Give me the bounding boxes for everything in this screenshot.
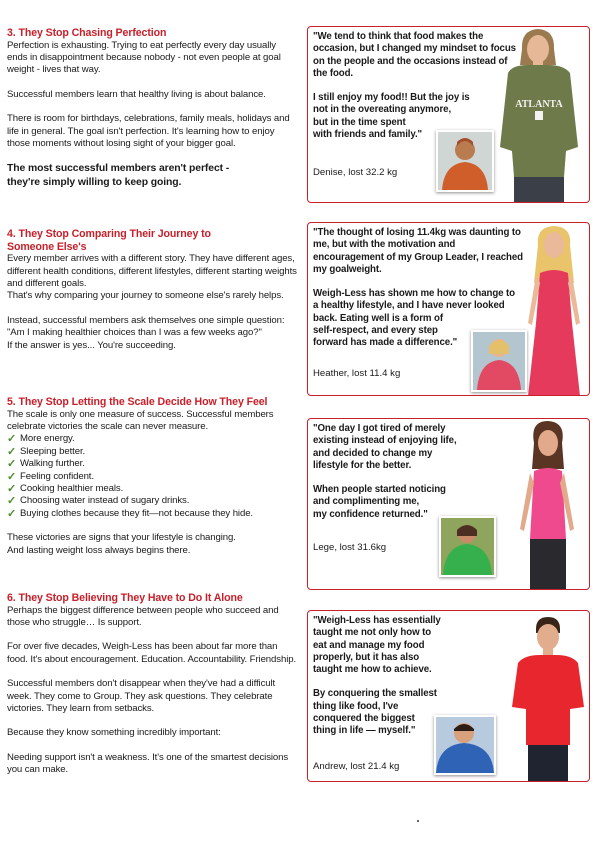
check-icon: ✓ bbox=[7, 458, 17, 471]
before-photo bbox=[471, 330, 527, 392]
before-photo bbox=[436, 130, 494, 192]
section-5-outro: And lasting weight loss always begins there. bbox=[7, 544, 191, 556]
checklist-item: ✓ More energy. bbox=[7, 433, 75, 446]
section-4 bbox=[7, 228, 297, 352]
testimonial-card-andrew bbox=[307, 610, 590, 782]
section-5-outro: These victories are signs that your lifestyle is changing. bbox=[7, 532, 236, 544]
section-5-title: 5. They Stop Letting the Scale Decide How They Feel bbox=[7, 396, 268, 408]
testimonial-quote: "We tend to think that food makes the occasion, but I changed my mindset to focus on the people and the occasions instead of the food. I still enjoy my food!! But the joy is not in the overeating anymore, but in the time spent with friends and family." bbox=[313, 31, 516, 141]
section-6-paragraph: Because they know something incredibly important: bbox=[7, 727, 221, 739]
page-mark bbox=[417, 820, 419, 822]
check-icon: ✓ bbox=[7, 470, 17, 483]
section-6-title: 6. They Stop Believing They Have to Do It Alone bbox=[7, 592, 243, 604]
testimonial-quote: "The thought of losing 11.4kg was daunting to me, but with the motivation and encouragement of my Group Leader, I reached my goalweight. Weigh-Less has shown me how to change to a healthy lifestyle, and I have never looked back. Eating well is a form of self-respect, and every step forward has made a difference." bbox=[313, 227, 523, 349]
section-4-paragraph: Every member arrives with a different story. They have different ages, different health conditions, different lifestyles, different starting weights and different goals. bbox=[7, 253, 297, 289]
testimonial-signature: Denise, lost 32.2 kg bbox=[313, 167, 398, 178]
section-4-question: "Am I making healthier choices than I was a few weeks ago?" bbox=[7, 327, 262, 339]
testimonial-quote: "One day I got tired of merely existing instead of enjoying life, and decided to change my lifestyle for the better. When people started noticing and complimenting me, my confidence returned." bbox=[313, 423, 457, 520]
after-photo bbox=[494, 27, 590, 203]
section-6 bbox=[7, 592, 297, 777]
testimonial-signature: Lege, lost 31.6kg bbox=[313, 542, 387, 553]
checklist-item: ✓ Sleeping better. bbox=[7, 445, 86, 458]
shirt-print: ATLANTA bbox=[515, 99, 563, 110]
testimonial-card-lege bbox=[307, 418, 590, 590]
check-icon: ✓ bbox=[7, 433, 17, 446]
section-3-paragraph: Perfection is exhausting. Trying to eat perfectly every day usually ends in disappointment because nobody - not even people at goal weight - lives that way. bbox=[7, 39, 281, 76]
checklist-item: ✓ Walking further. bbox=[7, 458, 85, 471]
section-3-paragraph: There is room for birthdays, celebrations, family meals, holidays and life in general. The goal isn't perfection. It's learning how to enjoy those moments without losing sight of your bigger goal. bbox=[7, 113, 290, 150]
section-4-title: 4. They Stop Comparing Their Journey to Someone Else's bbox=[7, 228, 211, 253]
section-6-paragraph: Needing support isn't a weakness. It's one of the smartest decisions you can make. bbox=[7, 751, 289, 776]
section-6-paragraph: Successful members don't disappear when they've had a difficult week. They come to Group. They ask questions. They celebrate victories. They learn from setbacks. bbox=[7, 678, 276, 715]
after-photo bbox=[518, 223, 590, 396]
victory-checklist bbox=[7, 433, 297, 520]
section-4-paragraph: Instead, successful members ask themselves one simple question: bbox=[7, 314, 285, 326]
section-3-paragraph: Successful members learn that healthy living is about balance. bbox=[7, 88, 266, 100]
checklist-item: ✓ Cooking healthier meals. bbox=[7, 483, 124, 496]
section-6-paragraph: Perhaps the biggest difference between people who succeed and those who struggle… Is support. bbox=[7, 604, 279, 628]
testimonial-quote: "Weigh-Less has essentially taught me not only how to eat and manage my food properly, but it has also taught me how to achieve. By conquering the smallest thing like food, I've conquered the biggest thing in life — myself." bbox=[313, 615, 441, 737]
section-4-paragraph: If the answer is yes... You're succeeding. bbox=[7, 339, 176, 351]
testimonial-card-denise bbox=[307, 26, 590, 203]
section-3-title: 3. They Stop Chasing Perfection bbox=[7, 27, 167, 39]
section-3-highlight: The most successful members aren't perfect - they're simply willing to keep going. bbox=[7, 163, 230, 188]
check-icon: ✓ bbox=[7, 483, 17, 496]
before-photo bbox=[439, 516, 496, 577]
check-icon: ✓ bbox=[7, 445, 17, 458]
check-icon: ✓ bbox=[7, 495, 17, 508]
testimonial-card-heather bbox=[307, 222, 590, 396]
section-5 bbox=[7, 396, 297, 557]
testimonial-signature: Heather, lost 11.4 kg bbox=[313, 368, 401, 379]
after-photo bbox=[504, 615, 590, 782]
check-icon: ✓ bbox=[7, 507, 17, 520]
before-photo bbox=[434, 715, 496, 775]
checklist-item: ✓ Buying clothes because they fit—not because they hide. bbox=[7, 507, 253, 520]
section-4-paragraph: That's why comparing your journey to someone else's rarely helps. bbox=[7, 290, 284, 302]
section-5-intro: The scale is only one measure of success. Successful members celebrate victories the scale can never measure. bbox=[7, 408, 274, 432]
checklist-item: ✓ Choosing water instead of sugary drinks. bbox=[7, 495, 190, 508]
testimonial-signature: Andrew, lost 21.4 kg bbox=[313, 761, 400, 772]
after-photo bbox=[508, 419, 586, 590]
checklist-item: ✓ Feeling confident. bbox=[7, 470, 94, 483]
section-3 bbox=[7, 27, 297, 189]
section-6-paragraph: For over five decades, Weigh-Less has been about far more than food. It's about encouragement. Education. Accountability. Friendship. bbox=[7, 641, 297, 665]
